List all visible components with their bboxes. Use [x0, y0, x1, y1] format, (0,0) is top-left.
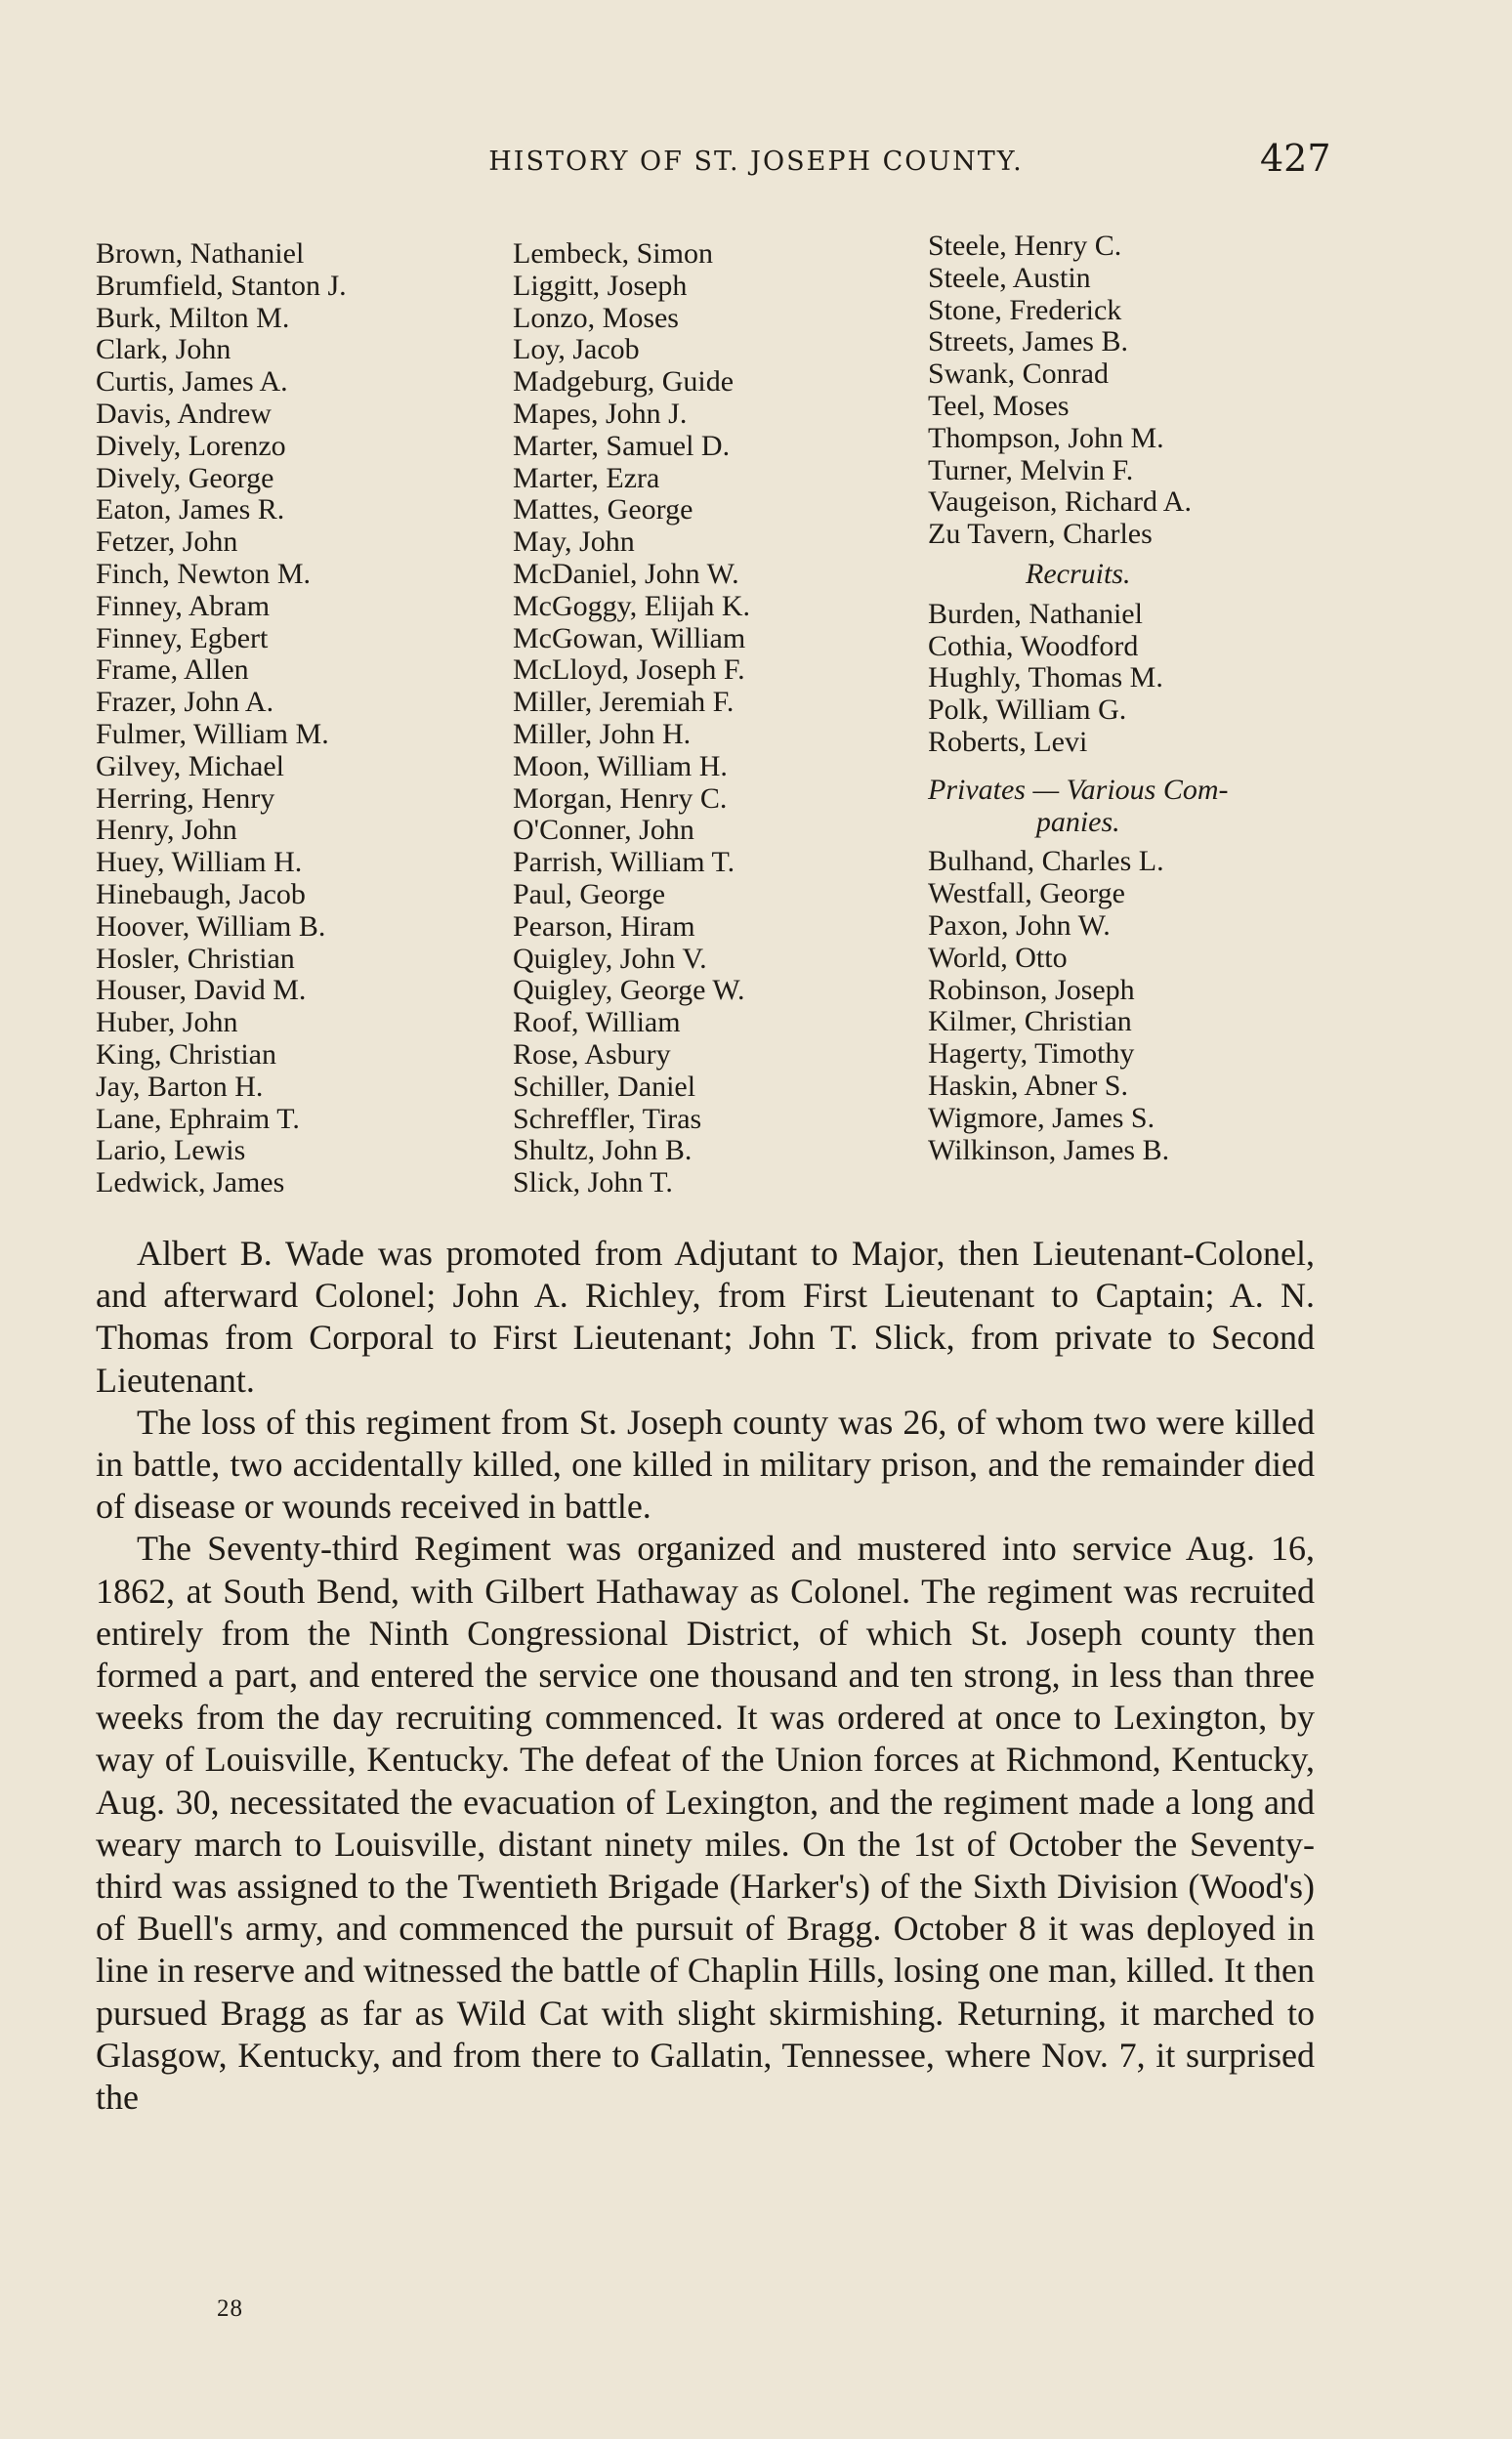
roster-name: Brumfield, Stanton J.: [96, 269, 347, 302]
page-number: 427: [1260, 137, 1331, 180]
recruits-list: [928, 599, 1229, 759]
roster-name: Roof, William: [513, 1006, 681, 1039]
roster-name: Lane, Ephraim T.: [96, 1102, 300, 1135]
paragraph-seventy-third: The Seventy-third Regiment was organized and mustered into service Aug. 16, 1862, at South Bend, with Gilbert Hathaway as Colonel. The regiment was recruited entirely from the Ninth Congressional District, of which St. Joseph county then formed a part, and entered the service one thousand and ten strong, in less than three weeks from the day recruiting commenced. It was ordered at once to Lexington, by way of Louisville, Kentucky. The defeat of the Union forces at Richmond, Kentucky, Aug. 30, necessitated the evacuation of Lexington, and the regiment made a long and weary march to Louisville, distant ninety miles. On the 1st of October the Seventy-third was assigned to the Twentieth Brigade (Harker's) of the Sixth Division (Wood's) of Buell's army, and commenced the pursuit of Bragg. October 8 it was deployed in line in reserve and witnessed the battle of Chaplin Hills, losing one man, killed. It then pursued Bragg as far as Wild Cat with slight skirmishing. Returning, it marched to Glasgow, Kentucky, and from there to Gallatin, Tennessee, where Nov. 7, it surprised the: [96, 1529, 1315, 2118]
roster-name: Marter, Samuel D.: [513, 429, 731, 462]
roster-name: Turner, Melvin F.: [928, 453, 1134, 486]
roster-name: Kilmer, Christian: [928, 1005, 1132, 1038]
roster-name: Fetzer, John: [96, 526, 238, 559]
roster-name: Hinebaugh, Jacob: [96, 877, 306, 910]
roster-name: Quigley, John V.: [513, 942, 707, 975]
roster-name: Miller, Jeremiah F.: [513, 686, 735, 719]
roster-name: World, Otto: [928, 941, 1068, 974]
roster-name: May, John: [513, 526, 635, 559]
roster-name: Clark, John: [96, 333, 231, 366]
roster-name: Moon, William H.: [513, 749, 728, 782]
roster-name: Mapes, John J.: [513, 397, 688, 430]
roster-name: McDaniel, John W.: [513, 557, 739, 590]
roster-name: Schreffler, Tiras: [513, 1102, 702, 1135]
roster-name: Marter, Ezra: [513, 461, 660, 494]
roster-name: Davis, Andrew: [96, 397, 272, 430]
roster-name: Robinson, Joseph: [928, 973, 1135, 1006]
roster-name: Liggitt, Joseph: [513, 269, 688, 302]
roster-name: Paul, George: [513, 877, 666, 910]
roster-name: Henry, John: [96, 814, 237, 847]
roster-name: Lario, Lewis: [96, 1134, 246, 1167]
roster-name: Lembeck, Simon: [513, 237, 713, 270]
roster-name: McGoggy, Elijah K.: [513, 589, 751, 622]
roster-name: Brown, Nathaniel: [96, 237, 305, 270]
privates-heading-line1: Privates — Various Com-: [928, 773, 1229, 806]
roster-name: Wilkinson, James B.: [928, 1133, 1170, 1166]
roster-name: Mattes, George: [513, 493, 693, 526]
roster-name: Frazer, John A.: [96, 686, 274, 719]
roster-name: Curtis, James A.: [96, 365, 288, 399]
roster-name: Teel, Moses: [928, 389, 1070, 422]
roster-name: Zu Tavern, Charles: [928, 518, 1153, 551]
roster-name: Quigley, George W.: [513, 974, 745, 1007]
roster-name: Fulmer, William M.: [96, 717, 329, 750]
roster-name: Burk, Milton M.: [96, 301, 290, 334]
roster-name: Haskin, Abner S.: [928, 1069, 1128, 1102]
running-title: HISTORY OF ST. JOSEPH COUNTY.: [488, 147, 1024, 177]
roster-name: Morgan, Henry C.: [513, 781, 728, 815]
roster-name: Roberts, Levi: [928, 725, 1088, 758]
privates-heading-line2: panies.: [1035, 805, 1120, 838]
roster-name: Thompson, John M.: [928, 421, 1164, 454]
roster-name: Hagerty, Timothy: [928, 1037, 1135, 1071]
roster-name: Paxon, John W.: [928, 908, 1111, 942]
roster-name: Wigmore, James S.: [928, 1101, 1155, 1134]
roster-column-1: [96, 238, 347, 1199]
roster-name: McGowan, William: [513, 621, 746, 654]
roster-name: Pearson, Hiram: [513, 909, 695, 943]
roster-name: Finney, Abram: [96, 589, 271, 622]
roster-column-3: [928, 231, 1229, 1166]
roster-name: Cothia, Woodford: [928, 629, 1139, 662]
roster-name: Huber, John: [96, 1006, 238, 1039]
roster-name: Burden, Nathaniel: [928, 597, 1143, 630]
signature-mark: 28: [217, 2295, 243, 2322]
privates-list: [928, 846, 1229, 1166]
roster-name: Slick, John T.: [513, 1166, 673, 1199]
roster-name: Hosler, Christian: [96, 942, 295, 975]
body-text: [96, 1233, 1315, 2119]
roster-name: Houser, David M.: [96, 974, 307, 1007]
roster-name: Parrish, William T.: [513, 846, 735, 879]
roster-name: Miller, John H.: [513, 717, 692, 750]
roster-name: Huey, William H.: [96, 846, 303, 879]
roster-name: Westfall, George: [928, 877, 1125, 910]
roster-name: Rose, Asbury: [513, 1037, 671, 1071]
roster-column-2: [513, 238, 750, 1199]
roster-name: O'Conner, John: [513, 814, 694, 847]
roster-name: Hughly, Thomas M.: [928, 661, 1163, 694]
roster-name: Finney, Egbert: [96, 621, 269, 654]
roster-name: McLloyd, Joseph F.: [513, 653, 745, 687]
roster-name: Jay, Barton H.: [96, 1070, 264, 1103]
roster-name: Loy, Jacob: [513, 333, 640, 366]
roster-name: Streets, James B.: [928, 325, 1128, 358]
roster-name: Gilvey, Michael: [96, 749, 284, 782]
roster-name: Steele, Henry C.: [928, 230, 1122, 262]
roster-name: Steele, Austin: [928, 261, 1091, 294]
roster-name: Dively, Lorenzo: [96, 429, 286, 462]
roster-name: Vaugeison, Richard A.: [928, 485, 1192, 519]
roster-name: Finch, Newton M.: [96, 557, 311, 590]
roster-name: Swank, Conrad: [928, 357, 1109, 391]
roster-name: Schiller, Daniel: [513, 1070, 696, 1103]
paragraph-losses: The loss of this regiment from St. Joseph county was 26, of whom two were killed in battle, two accidentally killed, one killed in military prison, and the remainder died of disease or wounds received in battle.: [96, 1402, 1315, 1527]
roster-name: Herring, Henry: [96, 781, 275, 815]
roster-column-3-names: [928, 231, 1229, 551]
roster-name: Dively, George: [96, 461, 274, 494]
roster-name: Frame, Allen: [96, 653, 249, 687]
roster-name: Hoover, William B.: [96, 909, 326, 943]
roster-name: Stone, Frederick: [928, 293, 1122, 326]
roster-name: Shultz, John B.: [513, 1134, 693, 1167]
roster-name: Madgeburg, Guide: [513, 365, 735, 399]
paragraph-promotions: Albert B. Wade was promoted from Adjutant to Major, then Lieutenant-Colonel, and afterward Colonel; John A. Richley, from First Lieutenant to Captain; A. N. Thomas from Corporal to First Lieutenant; John T. Slick, from private to Second Lieutenant.: [96, 1234, 1315, 1400]
roster-name: Eaton, James R.: [96, 493, 285, 526]
roster-name: Polk, William G.: [928, 694, 1127, 727]
roster-name: Lonzo, Moses: [513, 301, 679, 334]
roster-name: King, Christian: [96, 1037, 276, 1071]
recruits-heading: Recruits.: [1026, 557, 1131, 590]
roster-name: Ledwick, James: [96, 1166, 285, 1199]
roster-name: Bulhand, Charles L.: [928, 845, 1164, 878]
